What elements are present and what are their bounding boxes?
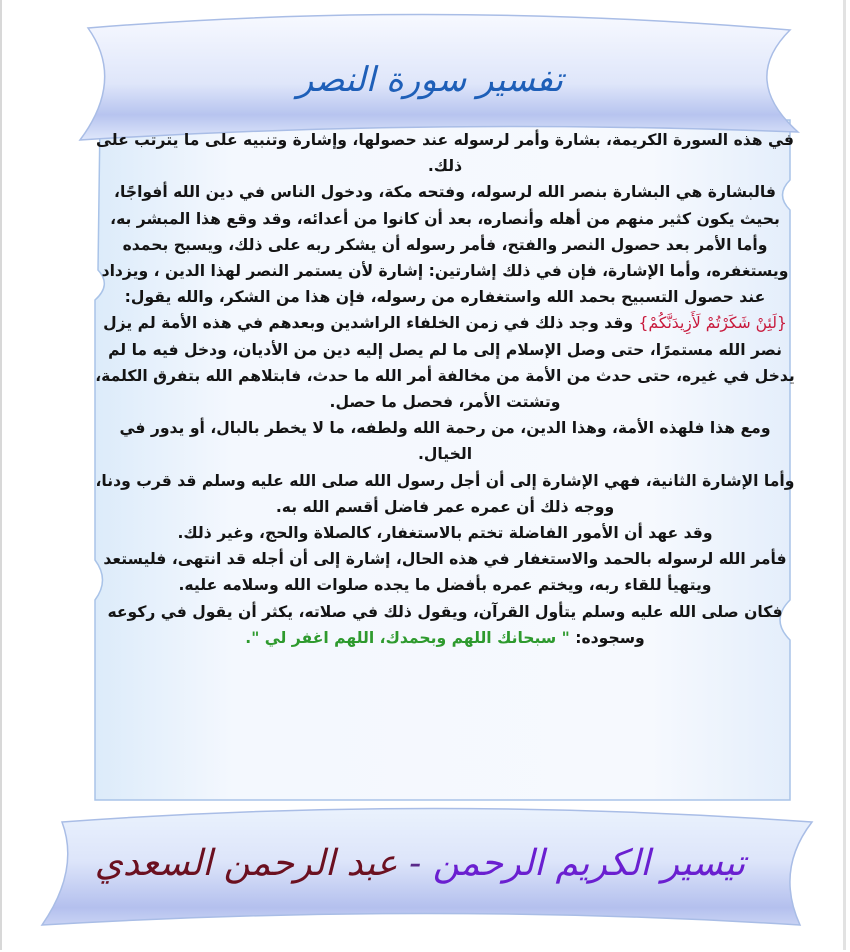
paragraph-text: ومع هذا فلهذه الأمة، وهذا الدين، من رحمة الله ولطفه، ما لا يخطر بالبال، أو يدور في الخيال. xyxy=(119,419,771,464)
quran-verse: {لَئِنْ شَكَرْتُمْ لَأَزِيدَنَّكُمْ} xyxy=(638,314,787,333)
source-credit xyxy=(60,843,780,884)
paragraph-text: فكان صلى الله عليه وسلم يتأول القرآن، ويقول ذلك في صلاته، يكثر أن يقول في ركوعه وسجوده: xyxy=(107,602,783,647)
paragraph xyxy=(95,468,795,520)
paragraph xyxy=(95,546,795,598)
book-title: تيسير الكريم الرحمن xyxy=(432,843,746,884)
paragraph-text: في هذه السورة الكريمة، بشارة وأمر لرسوله عند حصولها، وإشارة وتنبيه على ما يترتب على ذلك. xyxy=(95,131,795,176)
paragraph-text: وأما الإشارة الثانية، فهي الإشارة إلى أن أجل رسول الله صلى الله عليه وسلم قد قرب ودنا، ووجه ذلك أن عمره عمر فاضل أقسم الله به. xyxy=(95,471,795,516)
paragraph xyxy=(95,179,795,310)
paragraph xyxy=(95,127,795,179)
page-title: تفسير سورة النصر xyxy=(296,60,564,100)
paragraph xyxy=(95,415,795,467)
paragraph-text: فالبشارة هي البشارة بنصر الله لرسوله، وفتحه مكة، ودخول الناس في دين الله أفواجًا، بحيث يكون كثير منهم من أهله وأنصاره، بعد أن كانوا من أعدائه، وقد وقع هذا المبشر به، وأما الأمر بعد حصول النصر والفتح، فأمر رسوله أن يشكر ربه على ذلك، ويسبح بحمده ويستغفره، وأما الإشارة، فإن في ذلك إشارتين: إشارة لأن يستمر النصر لهذا الدين ، ويزداد عند حصول التسبيح بحمد الله واستغفاره من رسوله، فإن هذا من الشكر، والله يقول: xyxy=(101,183,789,307)
paragraph-text: وقد عهد أن الأمور الفاضلة تختم بالاستغفار، كالصلاة والحج، وغير ذلك. xyxy=(177,524,713,543)
paragraph xyxy=(95,310,795,415)
paragraph xyxy=(95,520,795,546)
paragraph-text: وقد وجد ذلك في زمن الخلفاء الراشدين وبعدهم في هذه الأمة لم يزل نصر الله مستمرًا، حتى وصل الإسلام إلى ما لم يصل إليه دين من الأديان، ودخل فيه ما لم يدخل في غيره، حتى حدث من الأمة من مخالفة أمر الله ما حدث، فابتلاهم الله بتفرق الكلمة، وتشتت الأمر، فحصل ما حصل. xyxy=(95,314,795,412)
tafsir-text xyxy=(95,127,795,651)
dua-quote: " سبحانك اللهم وبحمدك، اللهم اغفر لي ". xyxy=(245,628,570,647)
author-name: عبد الرحمن السعدي xyxy=(94,843,398,884)
paragraph xyxy=(95,599,795,651)
separator: - xyxy=(409,843,422,884)
paragraph-text: فأمر الله لرسوله بالحمد والاستغفار في هذه الحال، إشارة إلى أن أجله قد انتهى، فليستعد ويتهيأ للقاء ربه، ويختم عمره بأفضل ما يجده صلوات الله وسلامه عليه. xyxy=(103,550,787,595)
